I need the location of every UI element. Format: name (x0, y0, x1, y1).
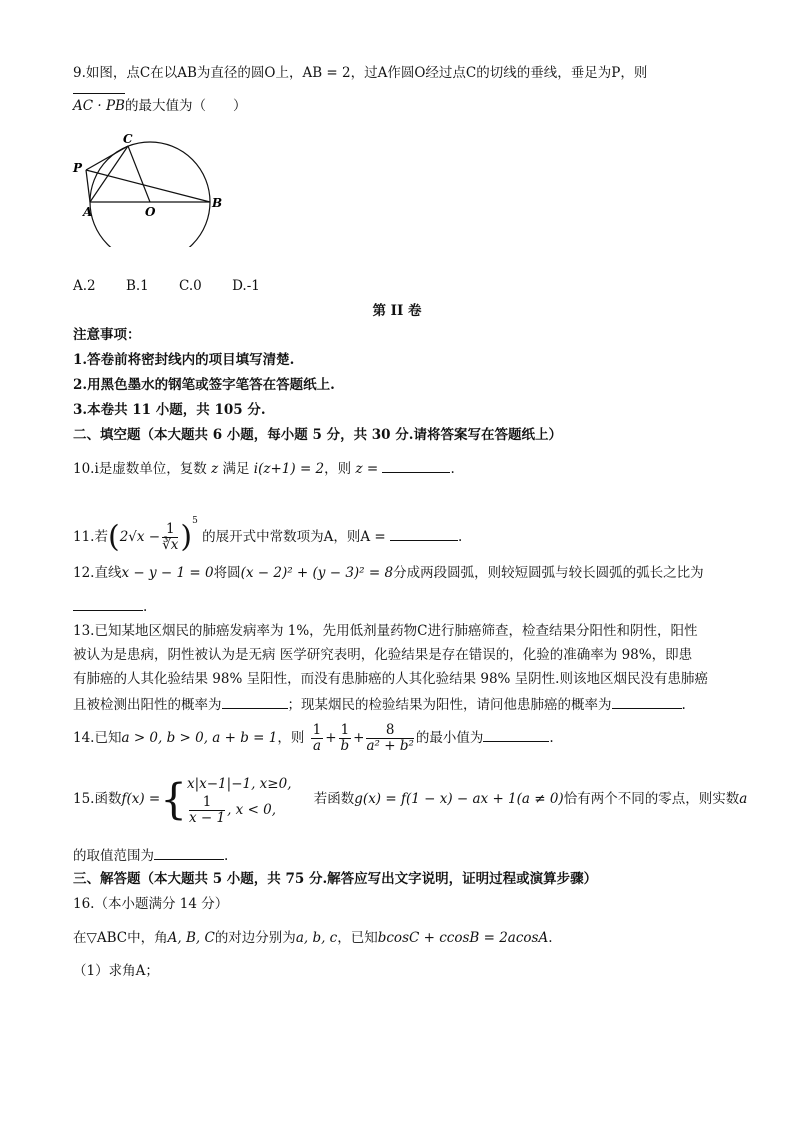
option-a: A.2 (73, 278, 96, 294)
q13-line4: 且被检测出阳性的概率为 ；现某烟民的检验结果为阳性，请问他患肺癌的概率为 . (73, 694, 686, 715)
segment-co (128, 146, 150, 202)
q11: 11.若(2√x − $\frac{1}{∛x}$ )$^5$ 的展开式中常数项为A，则A = . (73, 516, 463, 555)
q16-part1: （1）求角A； (73, 963, 159, 979)
notice-3: 3.本卷共 11 小题，共 105 分. (73, 402, 266, 418)
q14: 14.已知a > 0, b > 0, a + b = 1，则 $\frac{1}{a}$ + $\frac{1}{b}$ + $\frac{8}{\text{a² + b²}}$ 的最小值为 . (73, 722, 554, 754)
solve-section-head: 三、解答题（本大题共 5 小题，共 75 分.解答应写出文字说明，证明过程或演算步骤） (73, 871, 598, 887)
q9-circle-figure (70, 132, 250, 247)
q13-line1: 13.已知某地区烟民的肺癌发病率为 1%，先用低剂量药物C进行肺癌筛查，检查结果分阳性和阴性，阳性 (73, 623, 698, 639)
label-a: A (83, 205, 93, 219)
q13-line3: 有肺癌的人其化验结果 98% 呈阳性，而没有患肺癌的人其化验结果 98% 呈阴性.则该地区烟民没有患肺癌 (73, 671, 708, 687)
fill-section-head: 二、填空题（本大题共 6 小题，每小题 5 分，共 30 分.请将答案写在答题纸上） (73, 427, 562, 443)
segment-ac (90, 146, 128, 202)
q15-line1: 15.函数f(x) ={ x|x−1|−1, x≥0, $\frac{1}{x - 1}$ , x < 0, 若函数g(x) = f(1 − x) − ax + 1(a ≠ 0)恰有两个不同的零点，则实数a (73, 774, 748, 826)
option-b: B.1 (125, 278, 149, 294)
q16-head: 16.（本小题满分 14 分） (73, 896, 229, 912)
option-c: C.0 (179, 278, 202, 294)
q9-line1: 9.如图，点C在以AB为直径的圆O上，AB = 2，过A作圆O经过点C的切线的垂线，垂足为P，则 (73, 65, 648, 81)
q9-options (73, 276, 286, 296)
q15-answer-blank[interactable] (154, 845, 224, 860)
label-p: P (73, 161, 83, 175)
q10-answer-blank[interactable] (382, 458, 450, 473)
notice-1: 1.答卷前将密封线内的项目填写清楚. (73, 352, 295, 368)
q13-answer-blank-1[interactable] (222, 694, 288, 709)
q10: 10.i是虚数单位，复数 z 满足 i(z+1) = 2，则 z = . (73, 458, 455, 479)
q16-statement: 在▽ABC中，角A, B, C的对边分别为a, b, c，已知bcosC + ccosB = 2acosA. (73, 930, 553, 946)
q14-answer-blank[interactable] (483, 727, 549, 742)
q15-line2: 的取值范围为 . (73, 845, 228, 866)
label-b: B (212, 196, 223, 210)
section-title: 第 II 卷 (372, 303, 422, 319)
notice-2: 2.用黑色墨水的钢笔或签字笔答在答题纸上. (73, 377, 335, 393)
q9-vector-product: AC · PB (73, 98, 125, 114)
segment-pc (86, 146, 128, 170)
label-c: C (123, 132, 133, 146)
q12-line2: . (73, 596, 147, 617)
q13-answer-blank-2[interactable] (612, 694, 682, 709)
q12-line1: 12.直线x − y − 1 = 0将圆(x − 2)² + (y − 3)² = 8分成两段圆弧，则较短圆弧与较长圆弧的弧长之比为 (73, 565, 704, 581)
q12-answer-blank[interactable] (73, 596, 143, 611)
q13-line2: 被认为是患病，阴性被认为是无病 医学研究表明，化验结果是存在错误的，化验的准确率为 98%，即患 (73, 647, 693, 663)
q9-line2: AC · PB的最大值为（ ） (73, 98, 247, 114)
segment-pa (86, 170, 90, 202)
q11-answer-blank[interactable] (390, 526, 458, 541)
option-d: D.-1 (232, 278, 260, 294)
label-o: O (145, 205, 156, 219)
notice-head: 注意事项： (73, 327, 141, 343)
